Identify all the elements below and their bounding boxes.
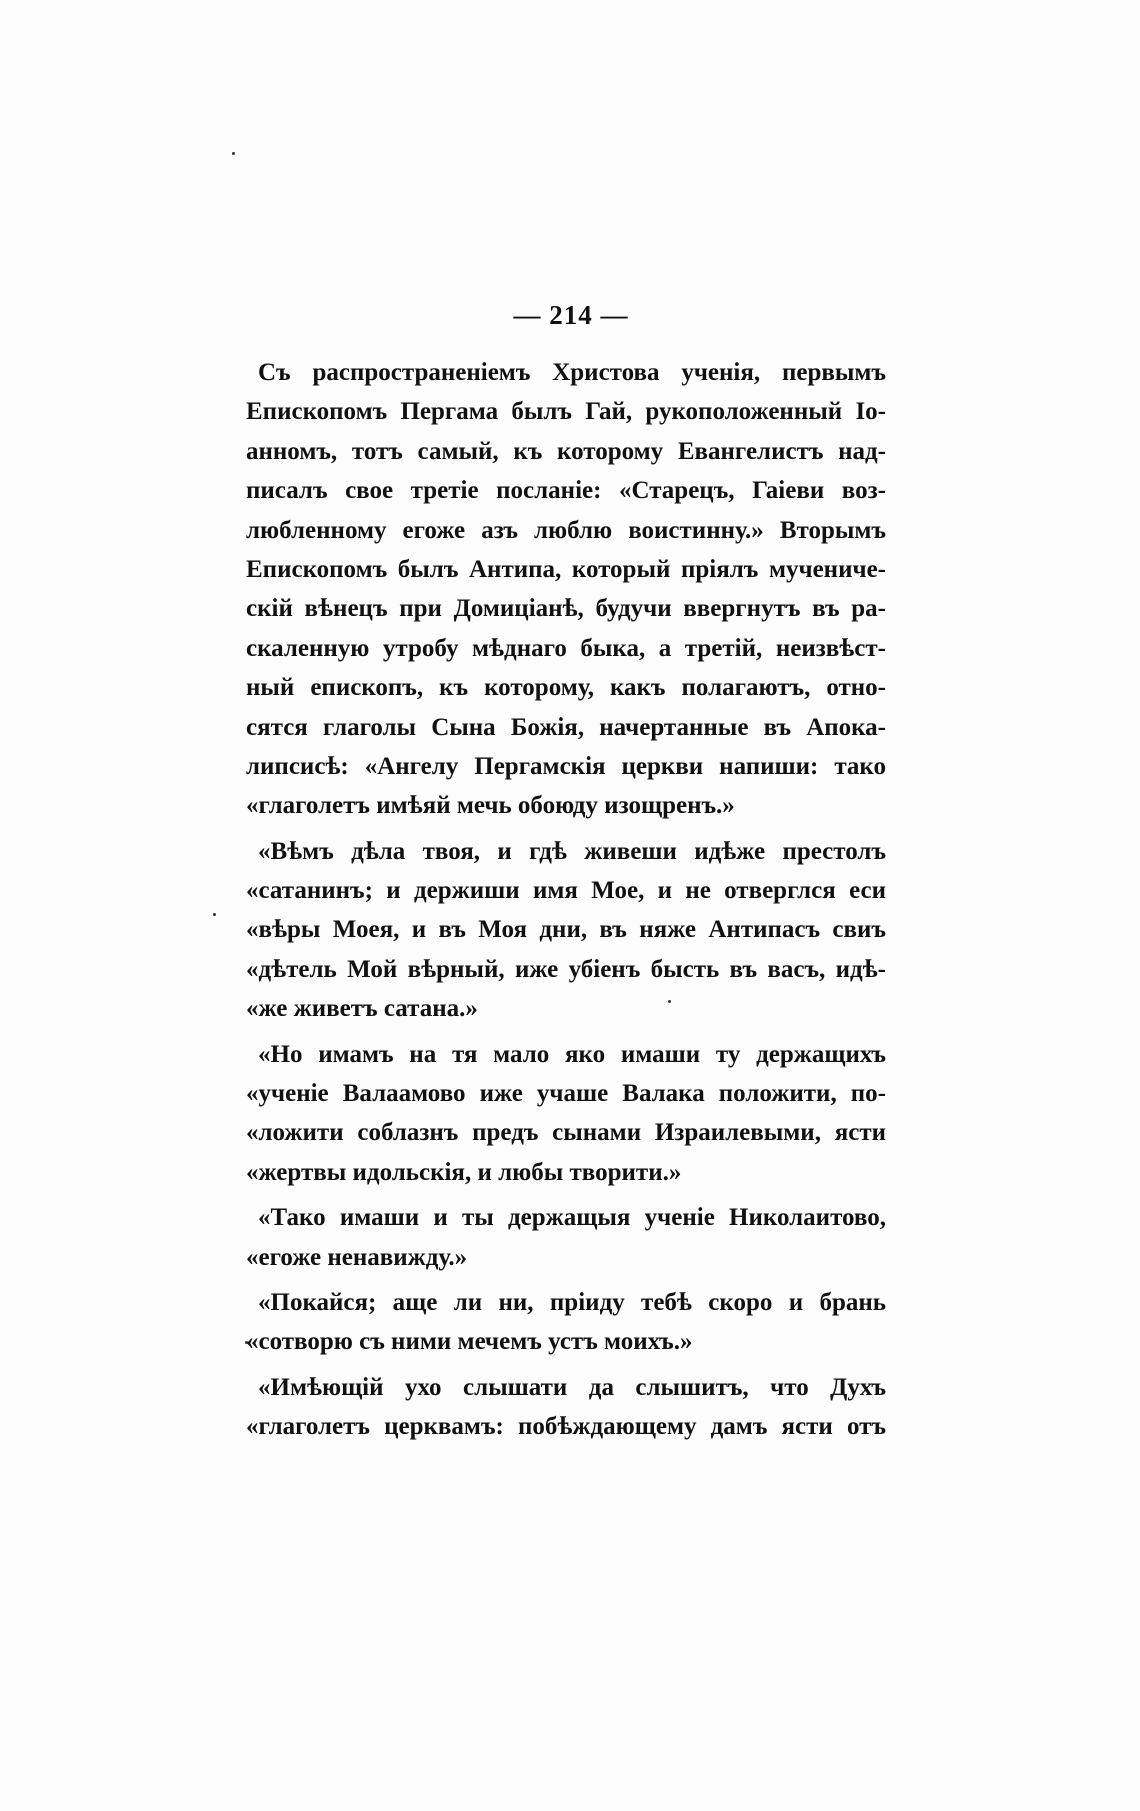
text-line: «же живетъ сатана.» (246, 995, 478, 1023)
text-line: «Вѣмъ дѣла твоя, и гдѣ живеши идѣже престолъ (258, 837, 886, 865)
text-line: «сотворю съ ними мечемъ устъ моихъ.» (246, 1328, 693, 1356)
text-line: скій вѣнецъ при Домиціанѣ, будучи ввергнутъ въ ра- (246, 595, 886, 623)
text-line: любленному егоже азъ люблю воистинну.» Вторымъ (246, 516, 886, 544)
paragraph-2 (246, 832, 886, 1029)
text-line: ный епископъ, къ которому, какъ полагаютъ, отно- (246, 674, 886, 702)
text-line: анномъ, тотъ самый, къ которому Евангелистъ над- (246, 437, 886, 465)
text-line: сятся глаголы Сына Божія, начертанные въ Апока- (246, 713, 886, 741)
text-line: «вѣры Моея, и въ Моя дни, въ няже Антипасъ свиъ (246, 916, 886, 944)
paragraph-4 (246, 1198, 886, 1277)
text-line: «Покайся; аще ли ни, пріиду тебѣ скоро и брань (258, 1288, 886, 1316)
page-number: — 214 — (513, 300, 629, 330)
text-line: «жертвы идольскія, и любы творити.» (246, 1158, 682, 1186)
text-block (246, 300, 886, 1447)
paragraph-5 (246, 1283, 886, 1362)
paragraph-3 (246, 1035, 886, 1193)
text-line: скаленную утробу мѣднаго быка, а третій, неизвѣст- (246, 634, 886, 662)
text-line: «Но имамъ на тя мало яко имаши ту держащихъ (258, 1040, 886, 1068)
text-line: липсисѣ: «Ангелу Пергамскія церкви напиши: тако (246, 752, 886, 780)
ink-speck (232, 152, 235, 155)
text-line: «сатанинъ; и держиши имя Мое, и не отверглся еси (246, 877, 886, 905)
text-line: «ученіе Валаамово иже учаше Валака положити, по- (246, 1080, 886, 1108)
ink-speck (213, 913, 216, 916)
text-line: «Имѣющій ухо слышати да слышитъ, что Духъ (258, 1373, 886, 1401)
text-line: «Тако имаши и ты держащыя ученіе Николаитово, (258, 1204, 886, 1232)
text-line: «глаголетъ имѣяй мечь обоюду изощренъ.» (246, 792, 735, 820)
text-line: Съ распространеніемъ Христова ученія, первымъ (258, 359, 886, 386)
paragraph-1 (246, 353, 886, 826)
text-line: «дѣтель Мой вѣрный, иже убіенъ бысть въ васъ, идѣ- (246, 955, 886, 983)
text-line: Епископомъ Пергама былъ Гай, рукоположенный Іо- (246, 398, 886, 426)
text-line: писалъ свое третіе посланіе: «Старецъ, Гаіеви воз- (246, 477, 886, 505)
text-line: «глаголетъ церквамъ: побѣждающему дамъ ясти отъ (246, 1413, 886, 1441)
text-line: «егоже ненавижду.» (246, 1243, 468, 1271)
paragraph-6 (246, 1368, 886, 1447)
text-line: Епископомъ былъ Антипа, который пріялъ мучениче- (246, 555, 886, 583)
text-line: «ложити соблазнъ предъ сынами Израилевыми, ясти (246, 1119, 886, 1147)
